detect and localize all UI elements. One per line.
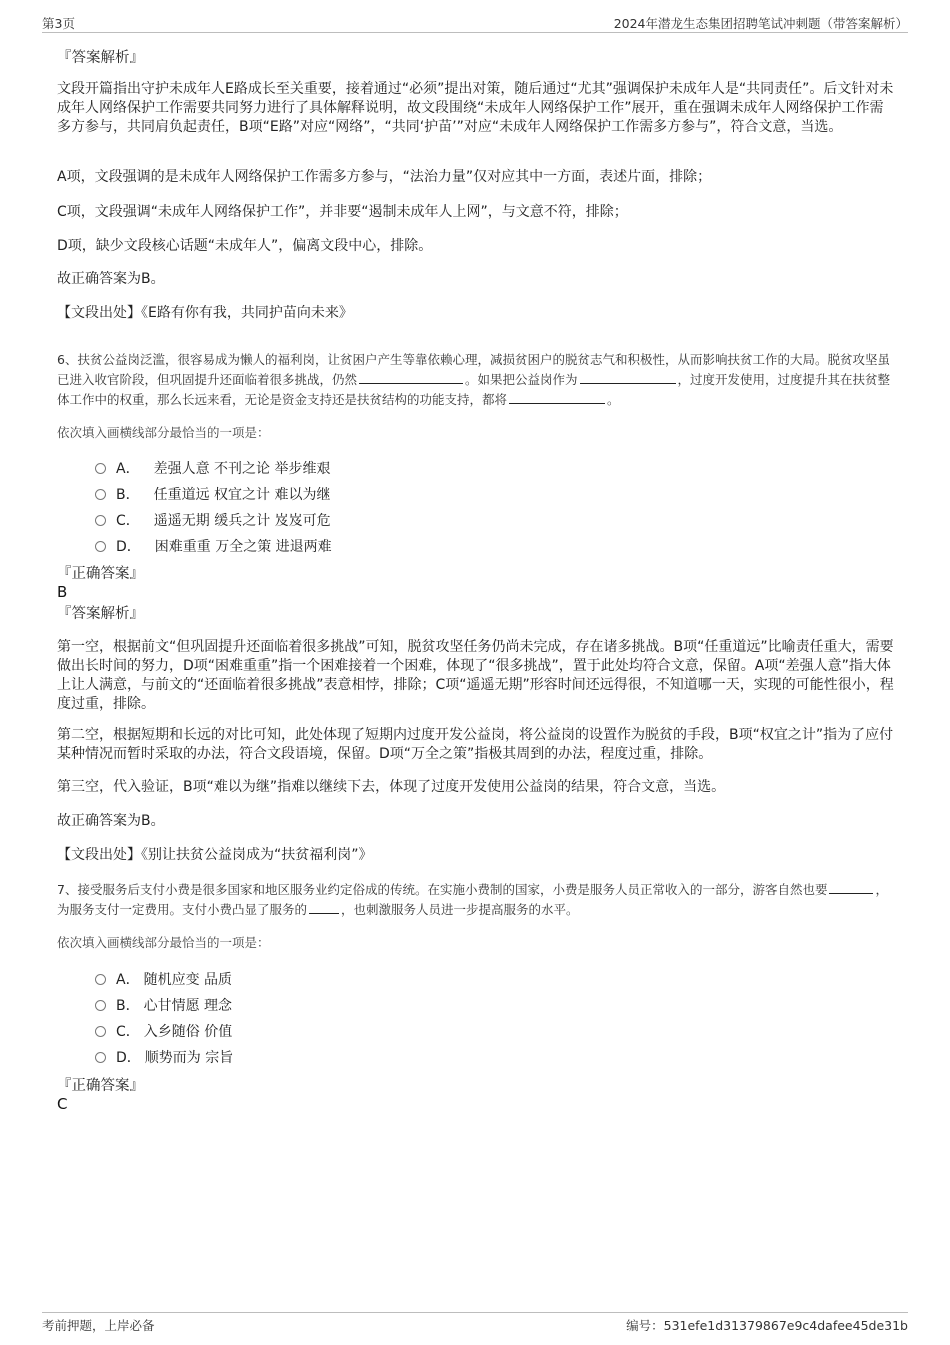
q7-option-d[interactable] — [95, 1047, 233, 1069]
q6-analysis-para1: 第一空，根据前文“但巩固提升还面临着很多挑战”可知，脱贫攻坚任务仍尚未完成，存在诸多挑战。B项“任重道远”比喻责任重大，需要做出长时间的努力，D项“困难重重”指一个困难接着一个困难，体现了“很多挑战”，置于此处均符合文意，保留。A项“差强人意”指大体上让人满意，与前文的“还面临着很多挑战”表意相悖，排除；C项“遥遥无期”形容时间还远得很，不知道哪一天，实现的可能性很小，程度过重，排除。 — [57, 639, 894, 712]
radio-icon[interactable] — [95, 1052, 106, 1063]
q6-option-a[interactable] — [95, 458, 330, 480]
radio-icon[interactable] — [95, 541, 106, 552]
q6-source: 【文段出处】《别让扶贫公益岗成为“扶贫福利岗”》 — [57, 847, 373, 863]
q6-answer: B — [57, 583, 68, 601]
radio-icon[interactable] — [95, 974, 106, 985]
q6-stem-part4: 。 — [607, 392, 620, 407]
q7-stem — [57, 880, 895, 920]
q7-answer: C — [57, 1095, 68, 1113]
option-text: 心甘情愿 理念 — [143, 998, 233, 1014]
radio-icon[interactable] — [95, 515, 106, 526]
q6-option-b[interactable] — [95, 484, 331, 506]
q5-analysis-option-c: C项，文段强调“未成年人网络保护工作”，并非要“遏制未成年人上网”，与文意不符，排除； — [57, 204, 628, 220]
q7-blank-2 — [309, 900, 339, 914]
q6-conclusion: 故正确答案为B。 — [57, 813, 165, 829]
document-title: 2024年潜龙生态集团招聘笔试冲刺题（带答案解析） — [613, 16, 908, 31]
option-label: C． — [116, 513, 140, 529]
option-text: 差强人意 不刊之论 举步维艰 — [153, 461, 331, 477]
q7-option-c[interactable] — [95, 1021, 232, 1043]
q6-stem-part3: ，过度开发使用，过度提升其在扶贫整体工作中的权重，那么长远来看，无论是资金支持还是扶贫结构的功能支持，都将 — [57, 372, 891, 407]
page-header — [42, 14, 908, 33]
option-label: A． — [116, 461, 140, 477]
q7-stem-part1: 7、接受服务后支付小费是很多国家和地区服务业约定俗成的传统。在实施小费制的国家，小费是服务人员正常收入的一部分，游客自然也要 — [57, 882, 828, 897]
q5-analysis-para1: 文段开篇指出守护未成年人E路成长至关重要，接着通过“必须”提出对策，随后通过“尤其”强调保护未成年人是“共同责任”。后文针对未成年人网络保护工作需要共同努力进行了具体解释说明，故文段围绕“未成年人网络保护工作”展开，重在强调未成年人网络保护工作需多方参与，共同肩负起责任，B项“E路”对应“网络”，“共同‘护苗’”对应“未成年人网络保护工作需多方参与”，符合文意，当选。 — [57, 81, 894, 135]
q5-conclusion: 故正确答案为B。 — [57, 271, 165, 287]
option-label: B． — [116, 998, 140, 1014]
q6-option-d[interactable] — [95, 536, 332, 558]
q5-analysis-label: 『答案解析』 — [57, 50, 144, 66]
option-text: 遥遥无期 缓兵之计 岌岌可危 — [153, 513, 331, 529]
option-text: 入乡随俗 价值 — [143, 1024, 233, 1040]
option-label: C． — [116, 1024, 140, 1040]
q7-stem-part2: ，为服务支付一定费用。支付小费凸显了服务的 — [57, 882, 888, 917]
option-text: 随机应变 品质 — [143, 972, 233, 988]
q6-stem-part2: 。如果把公益岗作为 — [465, 372, 578, 387]
document-id: 编号：531efe1d31379867e9c4dafee45de31b — [626, 1318, 908, 1333]
option-label: D． — [116, 539, 141, 555]
q6-analysis-para3: 第三空，代入验证，B项“难以为继”指难以继续下去，体现了过度开发使用公益岗的结果，符合文意，当选。 — [57, 779, 726, 795]
q6-option-c[interactable] — [95, 510, 331, 532]
q5-analysis-option-d: D项，缺少文段核心话题“未成年人”，偏离文段中心，排除。 — [57, 238, 433, 254]
q6-blank-2 — [580, 370, 676, 384]
q7-answer-label: 『正确答案』 — [57, 1078, 144, 1094]
option-text: 顺势而为 宗旨 — [144, 1050, 234, 1066]
q6-analysis-para2: 第二空，根据短期和长远的对比可知，此处体现了短期内过度开发公益岗，将公益岗的设置作为脱贫的手段，B项“权宜之计”指为了应付某种情况而暂时采取的办法，符合文段语境，保留。D项“万全之策”指极其周到的办法，程度过重，排除。 — [57, 727, 894, 762]
q7-option-a[interactable] — [95, 969, 232, 991]
option-label: D． — [116, 1050, 141, 1066]
radio-icon[interactable] — [95, 489, 106, 500]
q6-blank-1 — [359, 370, 463, 384]
q7-instruction: 依次填入画横线部分最恰当的一项是： — [57, 935, 270, 950]
q7-stem-part3: ，也刺激服务人员进一步提高服务的水平。 — [341, 902, 579, 917]
q5-analysis-option-a: A项，文段强调的是未成年人网络保护工作需多方参与，“法治力量”仅对应其中一方面，表述片面，排除； — [57, 169, 712, 185]
q7-blank-1 — [829, 880, 873, 894]
radio-icon[interactable] — [95, 463, 106, 474]
option-label: B． — [116, 487, 140, 503]
q6-answer-label: 『正确答案』 — [57, 566, 144, 582]
q7-option-b[interactable] — [95, 995, 232, 1017]
q6-analysis-label: 『答案解析』 — [57, 606, 144, 622]
q6-stem-part1: 6、扶贫公益岗泛滥，很容易成为懒人的福利岗，让贫困户产生等靠依赖心理，减损贫困户的脱贫志气和积极性，从而影响扶贫工作的大局。脱贫攻坚虽已进入收官阶段，但巩固提升还面临着很多挑战，仍然 — [57, 352, 890, 387]
page-footer — [42, 1312, 908, 1335]
radio-icon[interactable] — [95, 1000, 106, 1011]
page-number: 第3页 — [42, 16, 75, 31]
q6-stem — [57, 350, 895, 410]
footer-slogan: 考前押题，上岸必备 — [42, 1318, 155, 1333]
radio-icon[interactable] — [95, 1026, 106, 1037]
q6-instruction: 依次填入画横线部分最恰当的一项是： — [57, 425, 270, 440]
q6-blank-3 — [509, 390, 605, 404]
q5-source: 【文段出处】《E路有你有我，共同护苗向未来》 — [57, 305, 353, 321]
option-text: 困难重重 万全之策 进退两难 — [154, 539, 332, 555]
option-label: A． — [116, 972, 140, 988]
option-text: 任重道远 权宜之计 难以为继 — [153, 487, 331, 503]
